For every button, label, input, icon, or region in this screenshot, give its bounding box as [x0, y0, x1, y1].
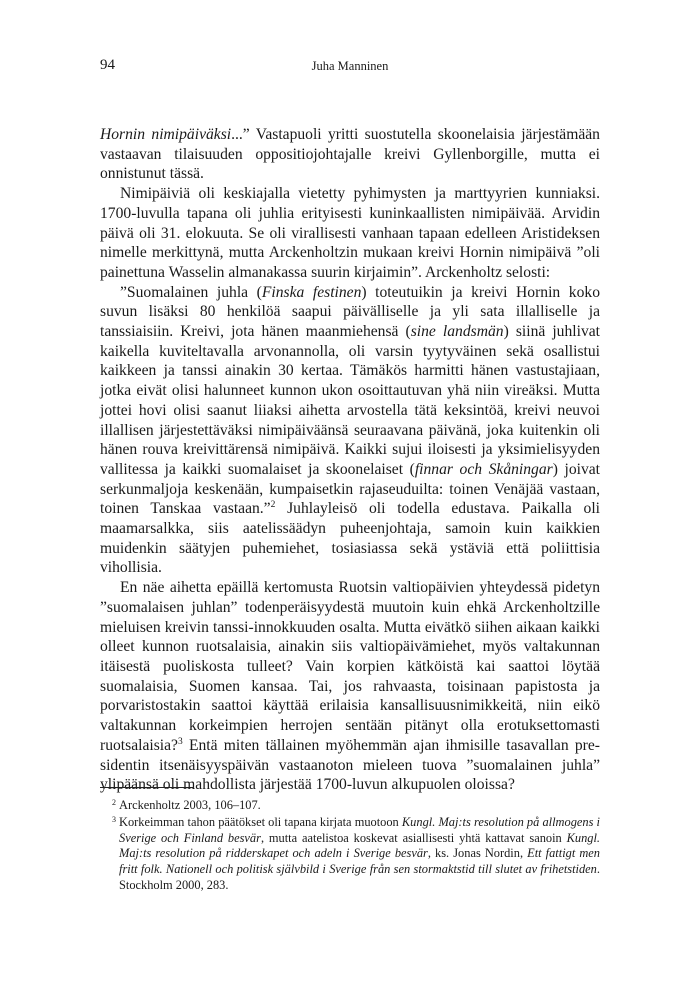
paragraph-text: ) siinä juhlivat kaikella kuviteltavalla arvonannolla, oli varsin tyytyväinen sekä osallistui kaikkeen ja tanssi ainakin 30 kertaa. Tämäkös harmitti hänen vastustajiaan, jotka eivät olisi halunneet kunnon ukon osoittautuvan yhä niin vireäksi. Mutta jottei hovi olisi saanut liiaksi aihetta arvostella tätä keksintöä, kreivi neuvoi illallisen järjestettäväksi nimipäiväänsä seuraavana päivänä, joka kuitenkin oli hänen rouva kreivittärensä nimipäivä. Kaikki sujui iloisesti ja yksimielisyyden vallitessa ja kaikki suomalaiset ja skoonelaiset ( — [100, 323, 600, 478]
paragraph-text: ) joivat serkunmaljoja keskenään, kumpaisetkin rajaseuduilta: toinen Venäjää vastaan, toinen Tanskaa vastaan.” — [100, 460, 600, 518]
italic-title: Kungl. Maj:ts resolution på ridderskapet och adeln i Sverige besvär — [119, 830, 600, 861]
paragraph — [100, 578, 600, 795]
italic-term: Finska festinen — [261, 283, 362, 301]
quote-paragraph — [100, 283, 600, 579]
italic-term: finnar och Skåningar — [414, 460, 553, 478]
footnote-divider — [100, 787, 194, 788]
italic-title: Kungl. Maj:ts resolution på allmogens i Sverige och Finland besvär — [119, 814, 601, 845]
paragraph-text: Juhlayleisö oli todella edustava. Paikalla oli maamarsalkka, siis aatelissäädyn puheenjohtaja, samoin kuin kaikkien muidenkin säätyjen puhemiehet, tosiasiassa sekä ystäviä että poliittisia vihollisia. — [100, 500, 600, 577]
footnote — [100, 798, 600, 814]
footnote-reference[interactable]: 3 — [177, 736, 183, 747]
paragraph-text: ”Suomalainen juhla ( — [120, 283, 262, 301]
paragraph — [100, 125, 600, 184]
footnote — [100, 815, 600, 894]
footnote-text: , mutta aatelistoa koskevat asiallisesti yhtä kattavat sanoin — [260, 830, 567, 845]
page-number: 94 — [100, 57, 115, 73]
italic-title: Hornin nimipäiväksi — [100, 126, 232, 143]
footnote-reference[interactable]: 2 — [270, 500, 276, 511]
footnote-text: Arckenholtz 2003, 106–107. — [119, 798, 261, 812]
paragraph-text: Nimipäiviä oli keskiajalla vietetty pyhimysten ja marttyyrien kunniaksi. 1700-luvulla tapana oli juhlia erityisesti kuninkaallisten nimipäivää. Arvidin päivä oli 31. elokuuta. Se oli virallisesti vanhaan tapaan edelleen Aristideksen nimelle merkittynä, mutta Arckenholtzin mukaan kreivi Hornin nimipäivä ”oli painettuna Wasselin almanakassa suurin kirjaimin”. Arckenholtz selosti: — [100, 185, 600, 281]
paragraph-text: Entä miten tällainen myöhemmän ajan ihmisille tasavallan presidentin itsenäisyyspäivän vastaanoton mieleen tuova ”suomalainen juhla” ylipäänsä oli mahdollista järjestää 1700-luvun alkupuolen oloissa? — [100, 736, 600, 794]
paragraph-text: En näe aihetta epäillä kertomusta Ruotsin valtiopäivien yhteydessä pidetyn ”suomalaisen juhlan” todenperäisyydestä muutoin kuin ehkä Arckenholtzille mieluisen kreivin tanssi-innokkuuden osalta. Mutta eivätkö siihen aikaan kaikki olleet kunnon ruotsalaisia, ainakin siis valtiopäivämiehet, myös valtakunnan itäisestä puoliskosta tulleet? Vain korpien kätköistä kai saattoi löytää suomalaisia, Suomen kansaa. Tai, jos rahvaasta, toisinaan papistosta ja porvaristostakin saattoi käyttää erilaisia kansallisuusnimikkeitä, niin eikö valtakunnan korkeimpien herrojen sentään pitänyt olla erotuksettomasti ruotsalaisia? — [100, 579, 600, 754]
body-text — [100, 125, 600, 795]
paragraph — [100, 184, 600, 283]
footnote-text: , ks. Jonas Nordin, — [427, 846, 528, 861]
footnote-text: . Stockholm 2000, 283. — [119, 862, 600, 892]
italic-title: Ett fattigt men fritt folk. Nationell och politisk självbild i Sverige från sen stormaktstid till slutet av frihetstiden — [119, 846, 601, 877]
paragraph-text: ...” Vastapuoli yritti suostutella skoonelaisia järjestämään vastaavan tilaisuuden oppositiojohtajalle kreivi Gyllenborgille, mutta ei onnistunut tässä. — [100, 126, 600, 183]
running-head: Juha Manninen — [311, 59, 389, 73]
italic-term: sine landsmän — [410, 323, 504, 341]
paragraph-text: ) toteutuikin ja kreivi Hornin koko suvun lisäksi 80 henkilöä saapui päivälliselle ja yli sata illalliselle ja tanssiaisiin. Kreivi, jota hänen maanmiehensä ( — [100, 283, 600, 341]
footnote-number: 3 — [112, 814, 116, 824]
page-header — [100, 56, 600, 78]
footnote-text: Korkeimman tahon päätökset oli tapana kirjata muotoon — [119, 814, 402, 829]
footnote-number: 2 — [112, 798, 116, 807]
footnotes — [100, 798, 600, 895]
